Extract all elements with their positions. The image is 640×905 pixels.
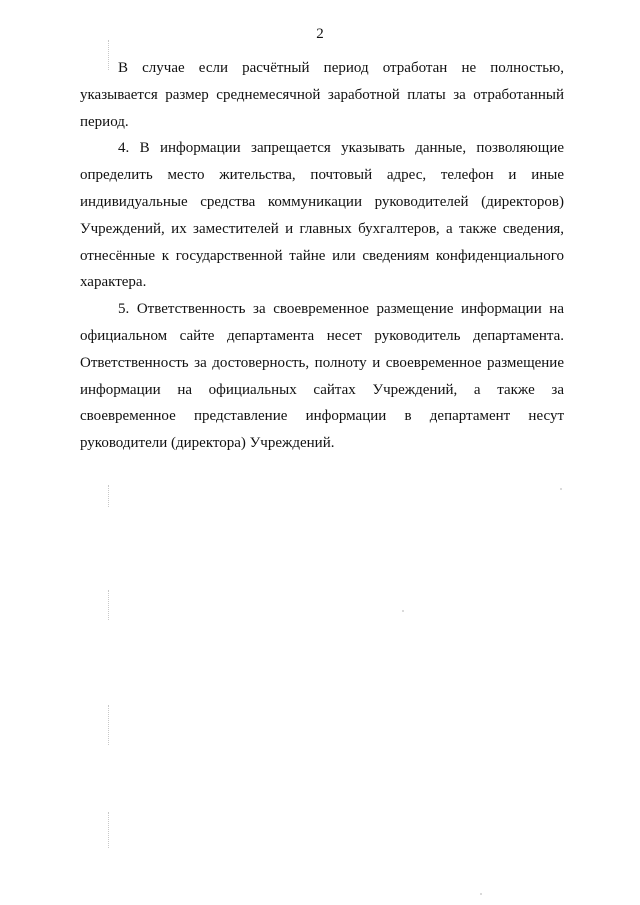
scan-artifact [108,812,110,848]
page-number: 2 [316,26,324,42]
scan-artifact [108,705,110,745]
paragraph-item-5: 5. Ответственность за своевременное размещение информации на официальном сайте департамента несет руководитель департамента. Ответственность за достоверность, полноту и своевременное размещение информации на официальных сайтах Учреждений, а также за своевременное представление информации в департамент несут руководители (директора) Учреждений. [80,301,564,452]
scan-artifact [560,488,562,490]
document-body [80,55,564,457]
scan-artifact [108,590,110,620]
scan-artifact [108,485,110,507]
paragraph-partial-period: В случае если расчётный период отработан не полностью, указывается размер среднемесячной заработной платы за отработанный период. [80,60,564,130]
scan-artifact [480,893,482,895]
scan-artifact [108,40,110,70]
paragraph-item-4: 4. В информации запрещается указывать данные, позволяющие определить место жительства, почтовый адрес, телефон и иные индивидуальные средства коммуникации руководителей (директоров) Учреждений, их заместителей и главных бухгалтеров, а также сведения, отнесённые к государственной тайне или сведениям конфиденциального характера. [80,140,564,291]
scan-artifact [402,610,404,612]
